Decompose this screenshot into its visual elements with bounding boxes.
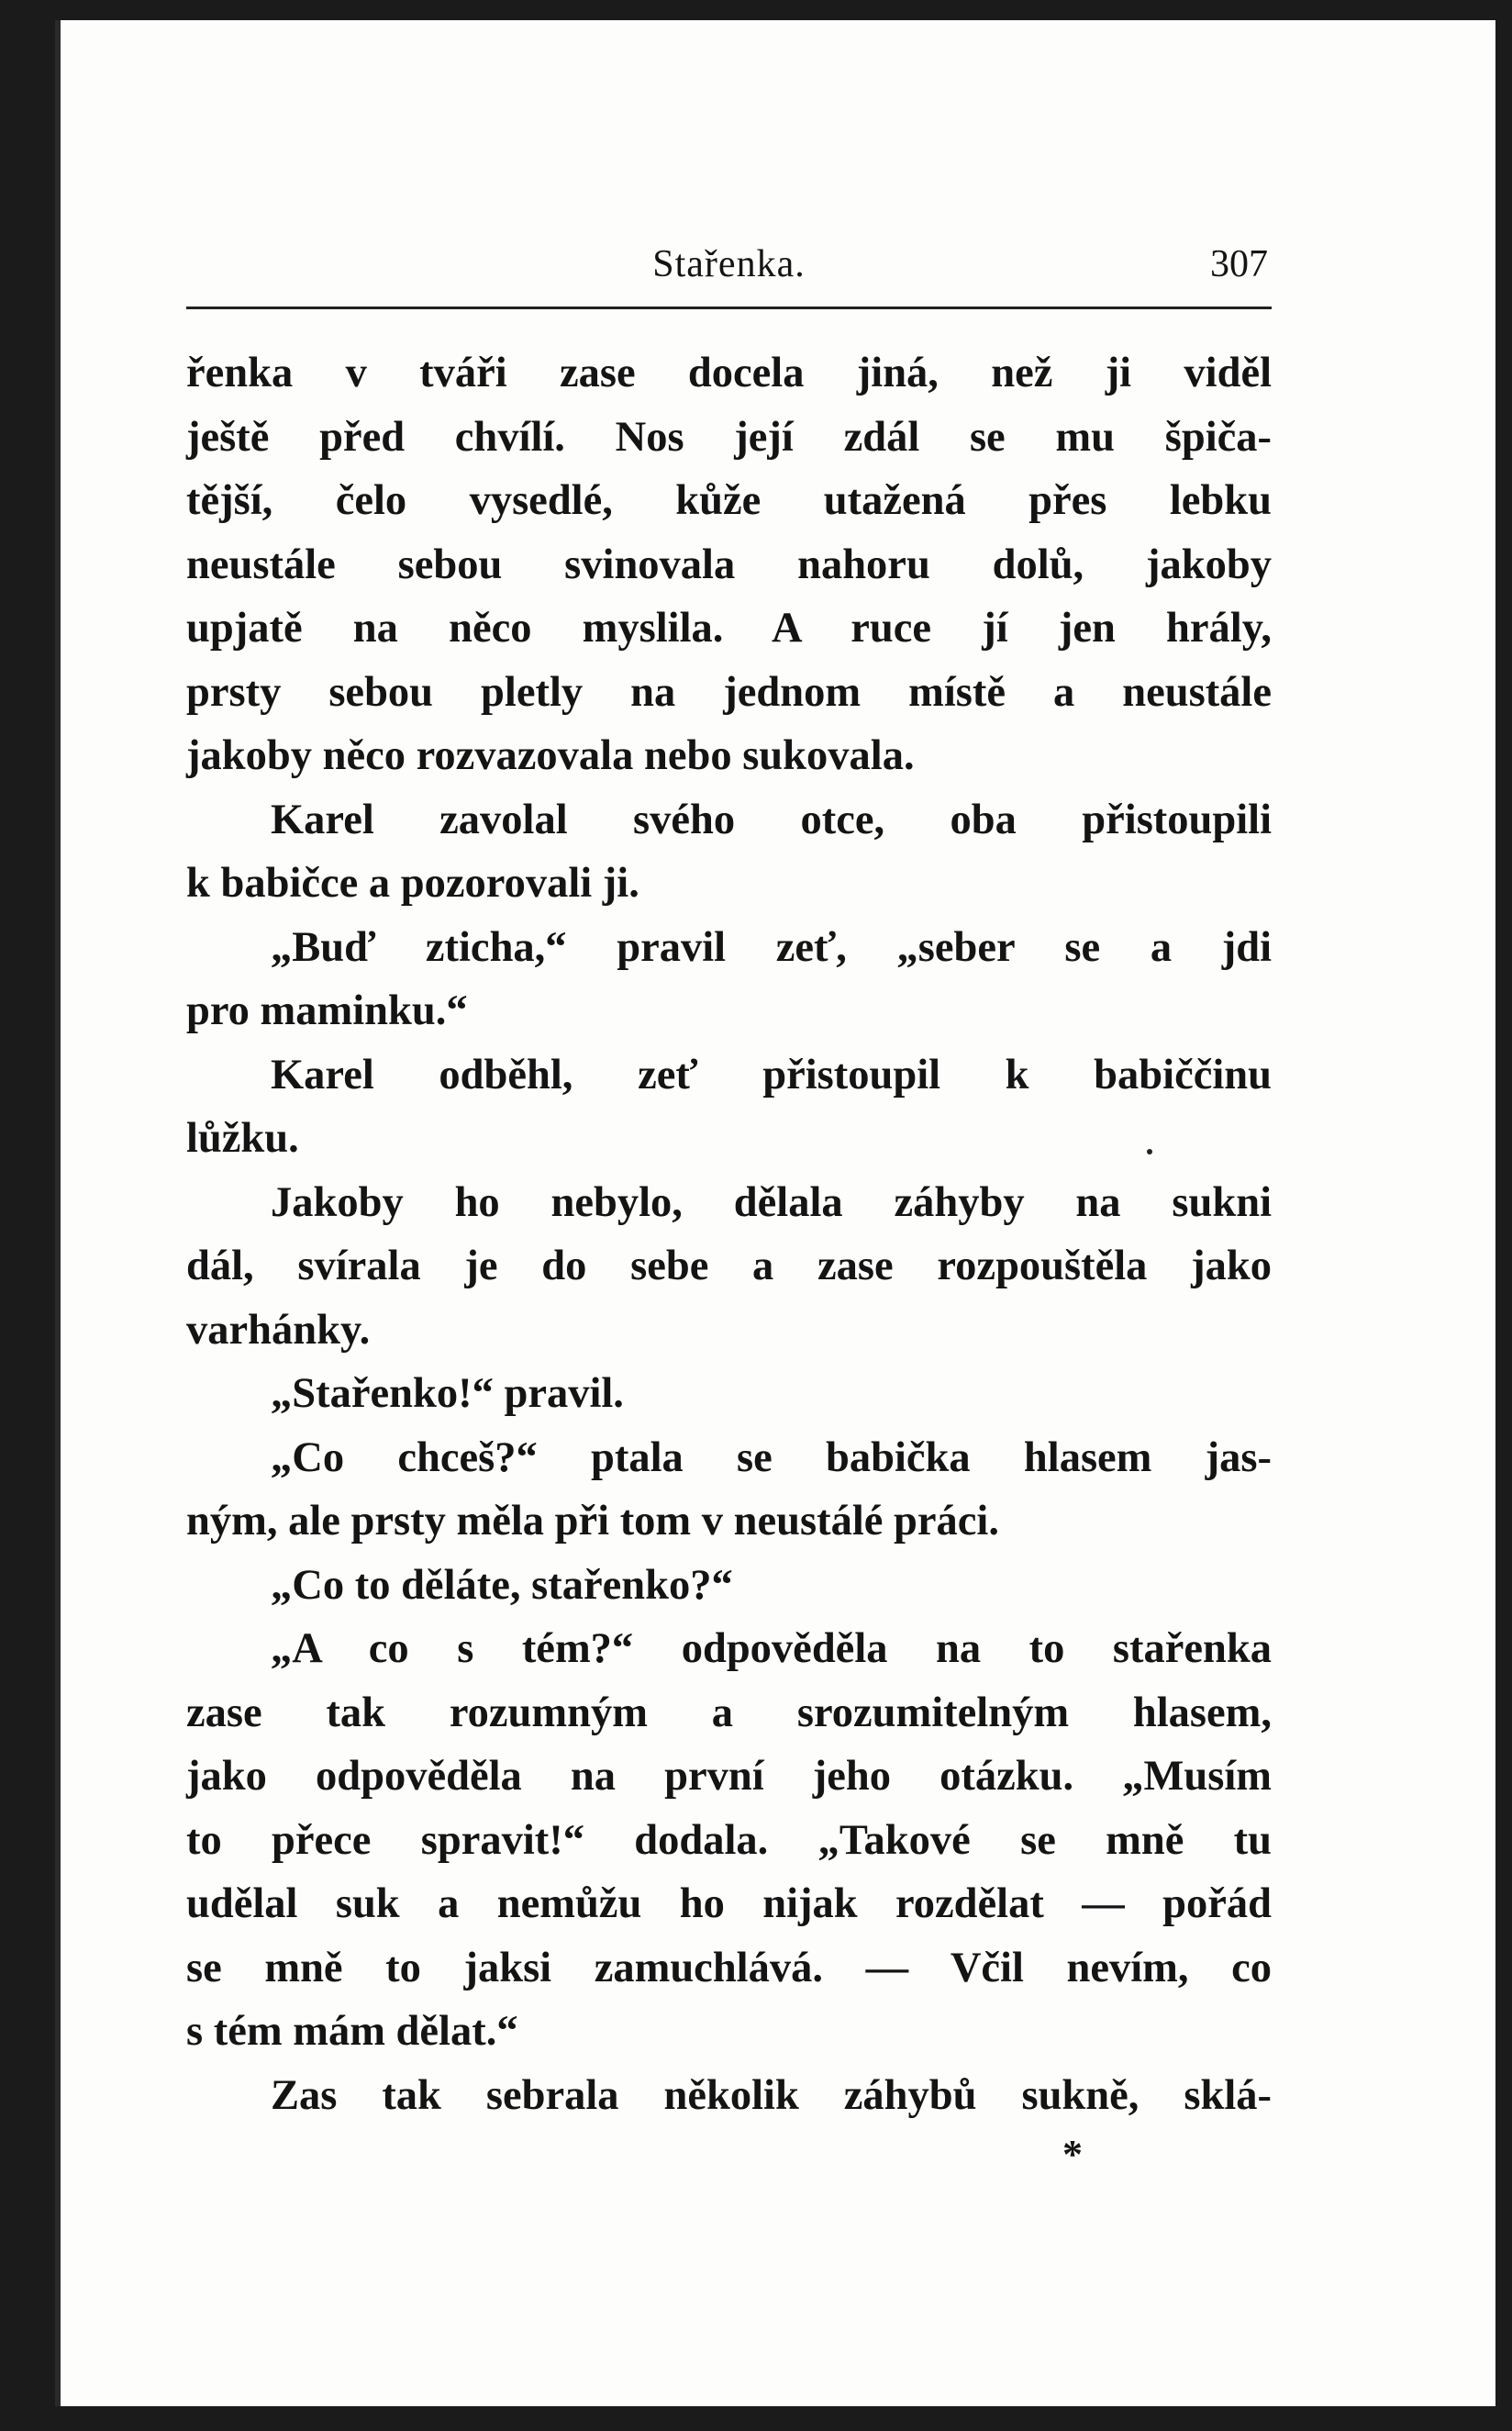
text-line: upjatě na něco myslila. A ruce jí jen hrály, <box>186 605 1272 652</box>
text-line: se mně to jaksi zamuchlává. — Včil nevím, co <box>186 1944 1272 1991</box>
text-line: pro maminku.“ <box>186 987 468 1034</box>
text-line: prsty sebou pletly na jednom místě a neustále <box>186 668 1272 716</box>
ink-dot <box>1147 1149 1152 1154</box>
text-line: to přece spravit!“ dodala. „Takové se mně tu <box>186 1816 1272 1864</box>
text-line: s tém mám dělat.“ <box>186 2008 518 2055</box>
text-line: „Buď zticha,“ pravil zeť, „seber se a jdi <box>271 923 1272 971</box>
text-line: „Stařenko!“ pravil. <box>271 1370 624 1417</box>
header-rule <box>186 307 1272 309</box>
signature-mark: * <box>1062 2132 1083 2177</box>
text-line: „A co s tém?“ odpověděla na to stařenka <box>271 1625 1272 1672</box>
text-line: „Co to děláte, stařenko?“ <box>271 1561 733 1609</box>
text-line: udělal suk a nemůžu ho nijak rozdělat — pořád <box>186 1880 1272 1927</box>
text-line: zase tak rozumným a srozumitelným hlasem, <box>186 1689 1272 1736</box>
text-line: dál, svírala je do sebe a zase rozpouštěla jako <box>186 1243 1272 1289</box>
running-head <box>186 222 1272 305</box>
text-line: řenka v tváři zase docela jiná, než ji viděl <box>186 350 1272 396</box>
body-text <box>186 341 1272 2127</box>
text-line: Karel odběhl, zeť přistoupil k babiččinu <box>271 1051 1272 1098</box>
text-line: neustále sebou svinovala nahoru dolů, jakoby <box>186 541 1272 588</box>
text-line: ným, ale prsty měla při tom v neustálé práci. <box>186 1498 999 1544</box>
text-line: lůžku. <box>186 1115 299 1162</box>
book-page <box>55 20 1495 2406</box>
page-number: 307 <box>1210 243 1268 285</box>
text-line: Karel zavolal svého otce, oba přistoupili <box>271 796 1272 843</box>
text-line: varhánky. <box>186 1306 371 1354</box>
text-line: ještě před chvílí. Nos její zdál se mu špiča- <box>186 413 1272 461</box>
text-line: Jakoby ho nebylo, dělala záhyby na sukni <box>271 1178 1272 1226</box>
gutter-edge <box>55 20 61 2406</box>
text-block <box>186 222 1272 2182</box>
text-line: Zas tak sebrala několik záhybů sukně, sklá- <box>271 2071 1272 2119</box>
text-line: jakoby něco rozvazovala nebo sukovala. <box>186 732 915 779</box>
text-line: k babičce a pozorovali ji. <box>186 860 639 907</box>
running-title: Stařenka. <box>652 243 806 285</box>
text-line: tější, čelo vysedlé, kůže utažená přes lebku <box>186 477 1272 524</box>
text-line: „Co chceš?“ ptala se babička hlasem jas- <box>271 1433 1272 1481</box>
text-line: jako odpověděla na první jeho otázku. „Musím <box>186 1753 1272 1800</box>
